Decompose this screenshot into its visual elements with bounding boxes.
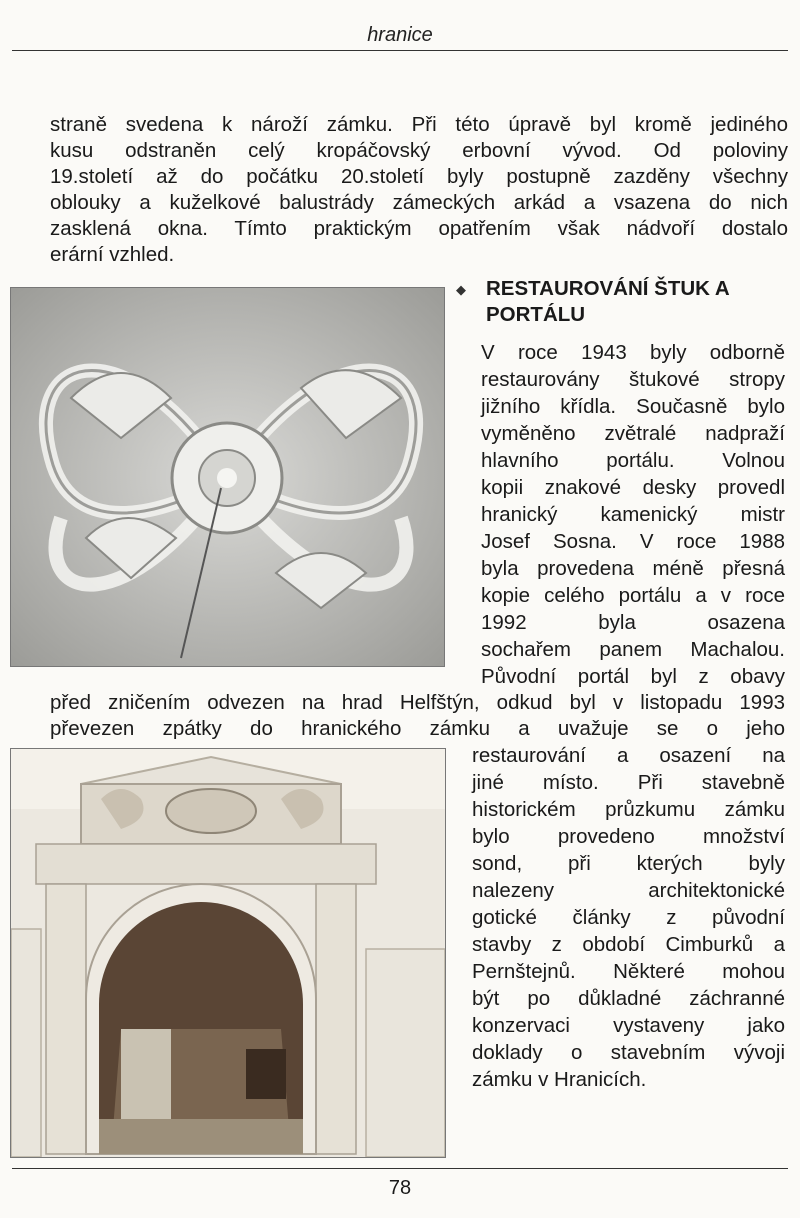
text-line: restaurovány štukové stropy bbox=[481, 368, 785, 391]
text-line: být po důkladné záchranné bbox=[472, 987, 785, 1010]
bullet-icon: ◆ bbox=[456, 282, 466, 297]
text-line: gotické články z původní bbox=[472, 906, 785, 929]
text-line: Josef Sosna. V roce 1988 bbox=[481, 530, 785, 553]
text-line: 19.století až do počátku 20.století byly postupně zazděny všechny bbox=[50, 165, 788, 188]
text-line: restaurování a osazení na bbox=[472, 744, 785, 767]
text-line: oblouky a kuželkové balustrády zámeckých arkád a vsazena do nich bbox=[50, 191, 788, 214]
text-line: sochařem panem Machalou. bbox=[481, 638, 785, 661]
text-line: byla provedena méně přesná bbox=[481, 557, 785, 580]
text-line: zámku v Hranicích. bbox=[472, 1068, 647, 1091]
header-rule bbox=[12, 50, 788, 51]
text-line: vyměněno zvětralé nadpraží bbox=[481, 422, 785, 445]
text-line: bylo provedeno množství bbox=[472, 825, 785, 848]
text-line: jižního křídla. Současně bylo bbox=[481, 395, 785, 418]
stucco-ceiling-photo bbox=[10, 287, 445, 667]
heading-line: RESTAUROVÁNÍ ŠTUK A bbox=[486, 277, 730, 300]
running-header: hranice bbox=[367, 24, 433, 46]
text-line: Původní portál byl z obavy bbox=[481, 665, 785, 688]
text-line: před zničením odvezen na hrad Helfštýn, odkud byl v listopadu 1993 bbox=[50, 691, 785, 714]
text-line: převezen zpátky do hranického zámku a uvažuje se o jeho bbox=[50, 717, 785, 740]
text-line: hranický kamenický mistr bbox=[481, 503, 785, 526]
text-line: straně svedena k nároží zámku. Při této úpravě byl kromě jediného bbox=[50, 113, 788, 136]
text-line: kopii znakové desky provedl bbox=[481, 476, 785, 499]
text-line: Pernštejnů. Některé mohou bbox=[472, 960, 785, 983]
text-line: kopie celého portálu a v roce bbox=[481, 584, 785, 607]
text-line: kusu odstraněn celý kropáčovský erbovní vývod. Od poloviny bbox=[50, 139, 788, 162]
text-line: hlavního portálu. Volnou bbox=[481, 449, 785, 472]
text-line: 1992 byla osazena bbox=[481, 611, 785, 634]
text-line: erární vzhled. bbox=[50, 243, 175, 266]
portal-photo bbox=[10, 748, 446, 1158]
heading-line: PORTÁLU bbox=[486, 303, 586, 326]
text-line: V roce 1943 byly odborně bbox=[481, 341, 785, 364]
section-heading bbox=[486, 276, 786, 328]
text-line: sond, při kterých byly bbox=[472, 852, 785, 875]
text-line: zasklená okna. Tímto praktickým opatřením však nádvoří dostalo bbox=[50, 217, 788, 240]
page-number: 78 bbox=[388, 1177, 412, 1199]
text-line: jiné místo. Při stavebně bbox=[472, 771, 785, 794]
text-line: historickém průzkumu zámku bbox=[472, 798, 785, 821]
text-line: doklady o stavebním vývoji bbox=[472, 1041, 785, 1064]
text-line: konzervaci vystaveny jako bbox=[472, 1014, 785, 1037]
text-line: stavby z období Cimburků a bbox=[472, 933, 785, 956]
footer-rule bbox=[12, 1168, 788, 1169]
text-line: nalezeny architektonické bbox=[472, 879, 785, 902]
